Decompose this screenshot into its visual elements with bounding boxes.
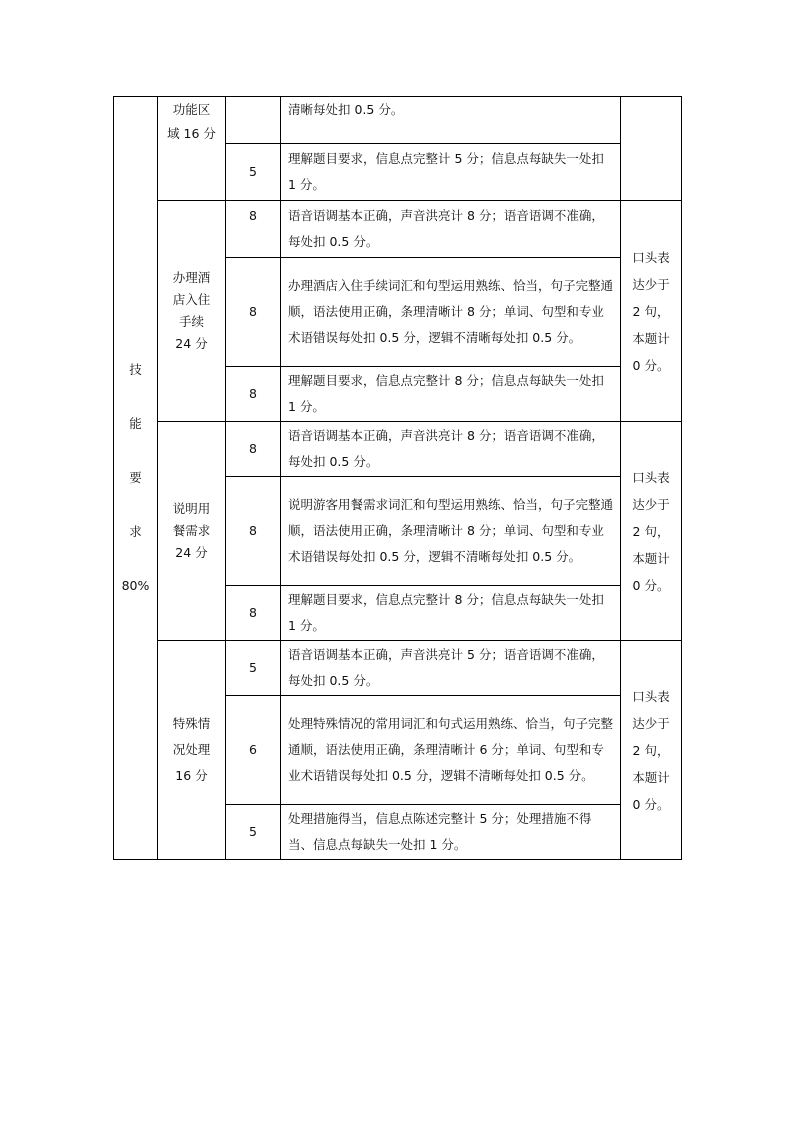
criteria-score: 8: [226, 201, 281, 258]
category-char: 求: [129, 524, 142, 539]
criteria-description: 语音语调基本正确，声音洪亮计 8 分；语音语调不准确，每处扣 0.5 分。: [281, 422, 621, 477]
category-char: 要: [129, 470, 142, 485]
criteria-description: 说明游客用餐需求词汇和句型运用熟练、恰当，句子完整通顺，语法使用正确，条理清晰计 8 分；单词、句型和专业术语错误每处扣 0.5 分，逻辑不清晰每处扣 0.5 分。: [281, 477, 621, 586]
section-title-functional-areas: 功能区 域 16 分: [158, 97, 226, 201]
criteria-description: 处理特殊情况的常用词汇和句式运用熟练、恰当，句子完整通顺，语法使用正确，条理清晰计 6 分；单词、句型和专业术语错误每处扣 0.5 分，逻辑不清晰每处扣 0.5 分。: [281, 696, 621, 805]
section-note: 口头表 达少于 2 句， 本题计 0 分。: [621, 201, 682, 422]
criteria-score: [226, 97, 281, 144]
criteria-description: 理解题目要求，信息点完整计 8 分；信息点每缺失一处扣 1 分。: [281, 367, 621, 422]
criteria-description: 语音语调基本正确，声音洪亮计 5 分；语音语调不准确，每处扣 0.5 分。: [281, 641, 621, 696]
criteria-row: [114, 641, 682, 696]
scoring-rubric-table: [113, 96, 682, 860]
criteria-score: 8: [226, 586, 281, 641]
section-note: [621, 97, 682, 201]
criteria-description: 理解题目要求，信息点完整计 5 分；信息点每缺失一处扣 1 分。: [281, 144, 621, 201]
criteria-description: 清晰每处扣 0.5 分。: [281, 97, 621, 144]
criteria-score: 5: [226, 641, 281, 696]
section-note: 口头表 达少于 2 句， 本题计 0 分。: [621, 641, 682, 860]
criteria-row: [114, 97, 682, 144]
section-title-special-situations: 特殊情 况处理 16 分: [158, 641, 226, 860]
section-title-hotel-check-in: 办理酒 店入住 手续 24 分: [158, 201, 226, 422]
criteria-description: 语音语调基本正确，声音洪亮计 8 分；语音语调不准确，每处扣 0.5 分。: [281, 201, 621, 258]
criteria-score: 8: [226, 367, 281, 422]
criteria-score: 6: [226, 696, 281, 805]
skill-requirement-category-cell: [114, 97, 158, 860]
criteria-score: 5: [226, 144, 281, 201]
category-char: 能: [129, 416, 142, 431]
criteria-row: [114, 201, 682, 258]
criteria-score: 8: [226, 477, 281, 586]
section-note: 口头表 达少于 2 句， 本题计 0 分。: [621, 422, 682, 641]
category-char: 技: [129, 362, 142, 377]
criteria-score: 5: [226, 805, 281, 860]
category-weight: 80%: [121, 578, 150, 593]
criteria-description: 理解题目要求，信息点完整计 8 分；信息点每缺失一处扣 1 分。: [281, 586, 621, 641]
criteria-description: 办理酒店入住手续词汇和句型运用熟练、恰当，句子完整通顺，语法使用正确，条理清晰计 8 分；单词、句型和专业术语错误每处扣 0.5 分，逻辑不清晰每处扣 0.5 分。: [281, 258, 621, 367]
section-title-dining-needs: 说明用 餐需求 24 分: [158, 422, 226, 641]
criteria-row: [114, 422, 682, 477]
criteria-description: 处理措施得当，信息点陈述完整计 5 分；处理措施不得当、信息点每缺失一处扣 1 分。: [281, 805, 621, 860]
criteria-score: 8: [226, 258, 281, 367]
criteria-score: 8: [226, 422, 281, 477]
